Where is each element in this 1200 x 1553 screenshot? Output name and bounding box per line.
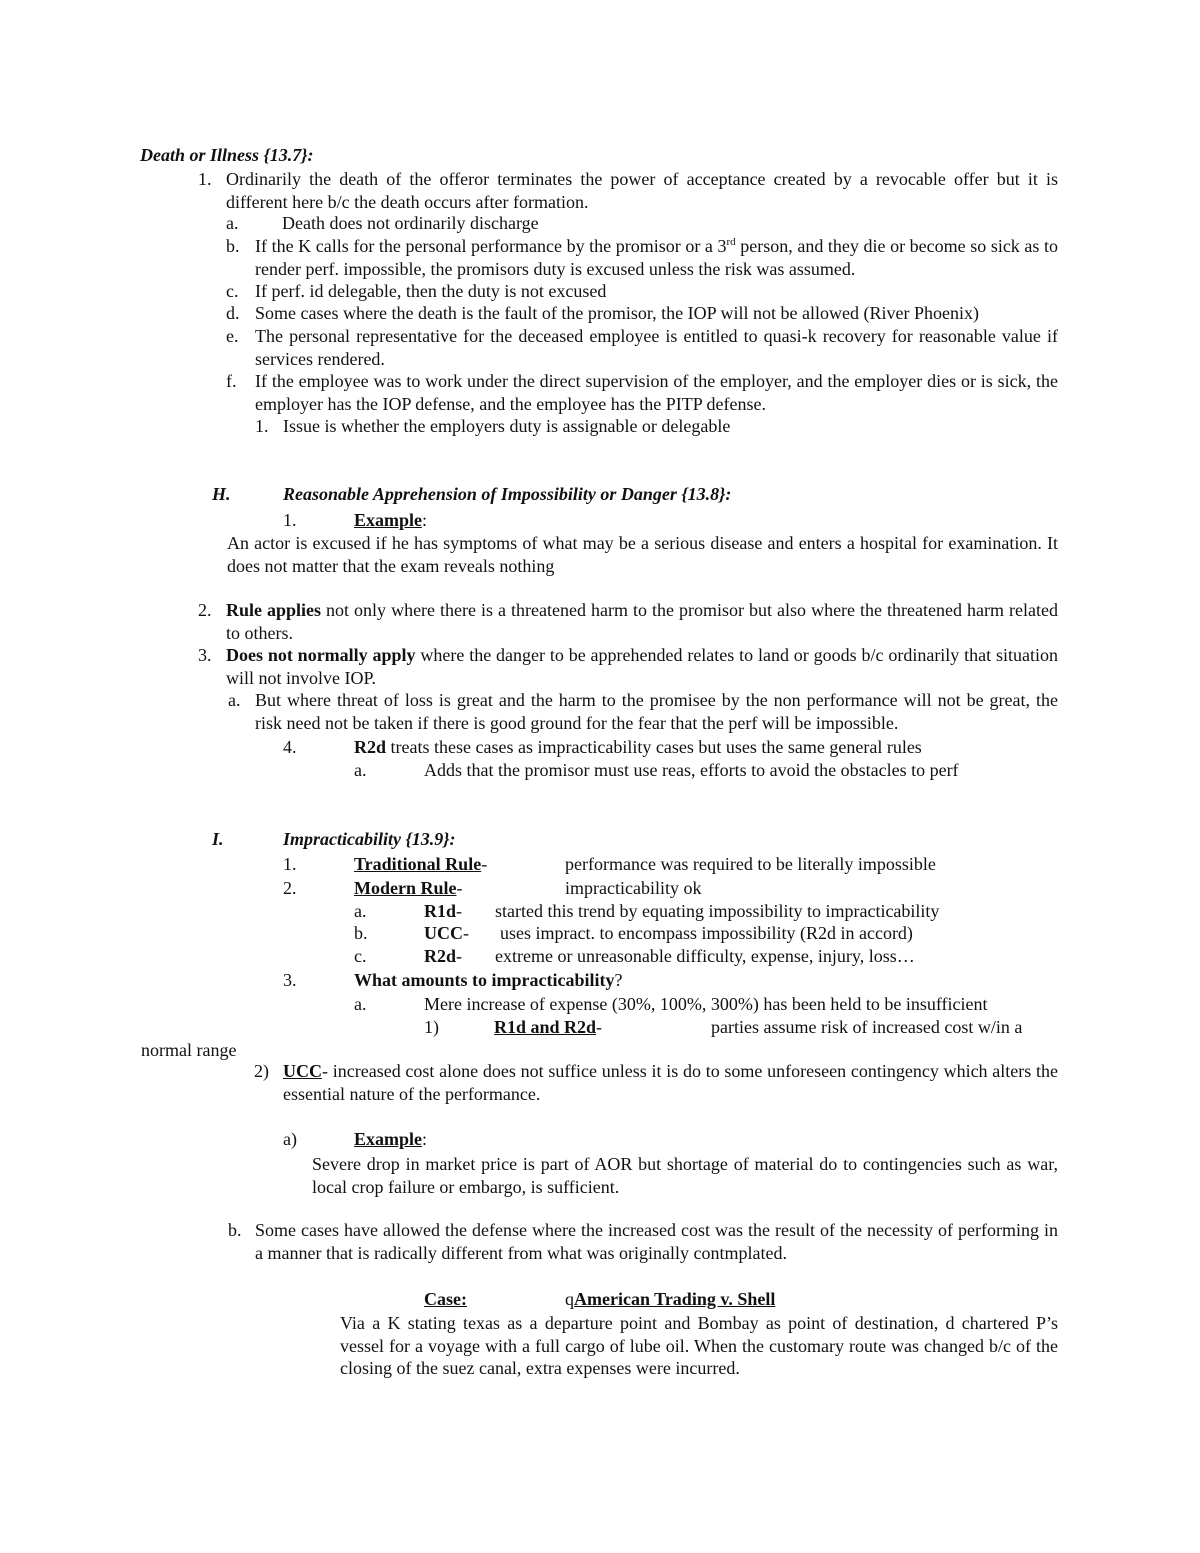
rule-text: impracticability ok bbox=[565, 878, 702, 898]
list-marker: 1. bbox=[198, 169, 212, 189]
list-marker: a. bbox=[354, 760, 367, 780]
rule-text: performance was required to be literally impossible bbox=[565, 854, 936, 874]
list-marker: 2. bbox=[283, 878, 297, 898]
list-item-text: Mere increase of expense (30%, 100%, 300%) has been held to be insufficient bbox=[424, 994, 988, 1014]
list-item-text: The personal representative for the deceased employee is entitled to quasi-k recovery for reasonable value if services rendered. bbox=[255, 326, 1058, 369]
list-marker: 1. bbox=[283, 510, 297, 530]
list-marker: 1) bbox=[424, 1017, 439, 1037]
list-item-text: Ordinarily the death of the offeror terminates the power of acceptance created by a revocable offer but it is different here b/c the death occurs after formation. bbox=[226, 169, 1058, 212]
list-item-text: If perf. id delegable, then the duty is not excused bbox=[255, 281, 607, 301]
list-marker: 3. bbox=[283, 970, 297, 990]
list-item-text: Some cases where the death is the fault of the promisor, the IOP will not be allowed (River Phoenix) bbox=[255, 303, 979, 323]
list-marker: 2) bbox=[254, 1061, 269, 1081]
example-text: Severe drop in market price is part of AOR but shortage of material do to contingencies such as war, local crop failure or embargo, is sufficient. bbox=[312, 1154, 1058, 1197]
list-item-text: Death does not ordinarily discharge bbox=[282, 213, 539, 233]
rule-label: Modern Rule- bbox=[354, 878, 463, 898]
list-marker: b. bbox=[354, 923, 368, 943]
list-marker: a) bbox=[283, 1129, 297, 1149]
list-marker: 1. bbox=[255, 416, 269, 436]
list-marker: c. bbox=[354, 946, 367, 966]
list-marker: 2. bbox=[198, 600, 212, 620]
rule-label: R2d- bbox=[424, 946, 463, 966]
rule-label: R1d and R2d- bbox=[494, 1017, 603, 1037]
section-heading-death: Death or Illness {13.7}: bbox=[140, 145, 314, 165]
case-text: Via a K stating texas as a departure point and Bombay as point of destination, d chartered P’s vessel for a voyage with a full cargo of lube oil. When the customary route was changed b/c of the closing of the suez canal, extra expenses were incurred. bbox=[340, 1313, 1058, 1378]
list-item-text: Rule applies not only where there is a threatened harm to the promisor but also where the threatened harm related to others. bbox=[226, 600, 1058, 643]
rule-text: started this trend by equating impossibility to impracticability bbox=[495, 901, 940, 921]
list-item-text: Adds that the promisor must use reas, efforts to avoid the obstacles to perf bbox=[424, 760, 959, 780]
section-heading-h: Reasonable Apprehension of Impossibility or Danger {13.8}: bbox=[283, 484, 732, 504]
list-marker: f. bbox=[226, 371, 237, 391]
list-marker: e. bbox=[226, 326, 239, 346]
list-marker: b. bbox=[226, 236, 240, 256]
list-item-text: Some cases have allowed the defense where the increased cost was the result of the necessity of performing in a manner that is radically different from what was originally contmplated. bbox=[255, 1220, 1058, 1263]
list-marker: b. bbox=[228, 1220, 242, 1240]
example-label: Example: bbox=[354, 510, 428, 530]
list-item-text: If the K calls for the personal performance by the promisor or a 3rd person, and they die or become so sick as to render perf. impossible, the promisors duty is excused unless the risk was assumed. bbox=[255, 236, 1058, 279]
case-name: qAmerican Trading v. Shell bbox=[565, 1289, 776, 1309]
list-item-text: But where threat of loss is great and the harm to the promisee by the non performance will not be great, the risk need not be taken if there is good ground for the fear that the perf will be impossible. bbox=[255, 690, 1058, 733]
list-item-text: R2d treats these cases as impracticability cases but uses the same general rules bbox=[354, 737, 922, 757]
rule-text: parties assume risk of increased cost w/in a bbox=[711, 1017, 1023, 1037]
rule-label: R1d- bbox=[424, 901, 463, 921]
rule-heading: What amounts to impracticability? bbox=[354, 970, 623, 990]
list-item-text: If the employee was to work under the direct supervision of the employer, and the employer dies or is sick, the employer has the IOP defense, and the employee has the PITP defense. bbox=[255, 371, 1058, 414]
list-item-text: UCC- increased cost alone does not suffice unless it is do to some unforeseen contingency which alters the essential nature of the performance. bbox=[283, 1061, 1058, 1104]
section-heading-i: Impracticability {13.9}: bbox=[283, 829, 456, 849]
list-marker: a. bbox=[226, 213, 239, 233]
rule-text: uses impract. to encompass impossibility (R2d in accord) bbox=[500, 923, 913, 943]
case-label: Case: bbox=[424, 1289, 467, 1309]
list-marker: 1. bbox=[283, 854, 297, 874]
list-marker: 3. bbox=[198, 645, 212, 665]
list-marker: d. bbox=[226, 303, 240, 323]
rule-label: Traditional Rule- bbox=[354, 854, 488, 874]
list-marker: c. bbox=[226, 281, 239, 301]
list-item-text: Does not normally apply where the danger to be apprehended relates to land or goods b/c ordinarily that situation will not involve IOP. bbox=[226, 645, 1058, 688]
list-marker: a. bbox=[354, 994, 367, 1014]
section-letter-h: H. bbox=[212, 484, 231, 504]
rule-text-wrap: normal range bbox=[141, 1040, 237, 1060]
section-letter-i: I. bbox=[212, 829, 224, 849]
list-item-text: Issue is whether the employers duty is assignable or delegable bbox=[283, 416, 731, 436]
list-marker: a. bbox=[228, 690, 241, 710]
example-text: An actor is excused if he has symptoms of what may be a serious disease and enters a hospital for examination. It does not matter that the exam reveals nothing bbox=[227, 533, 1058, 576]
example-label: Example: bbox=[354, 1129, 428, 1149]
list-marker: a. bbox=[354, 901, 367, 921]
rule-text: extreme or unreasonable difficulty, expense, injury, loss… bbox=[495, 946, 915, 966]
list-marker: 4. bbox=[283, 737, 297, 757]
rule-label: UCC- bbox=[424, 923, 469, 943]
